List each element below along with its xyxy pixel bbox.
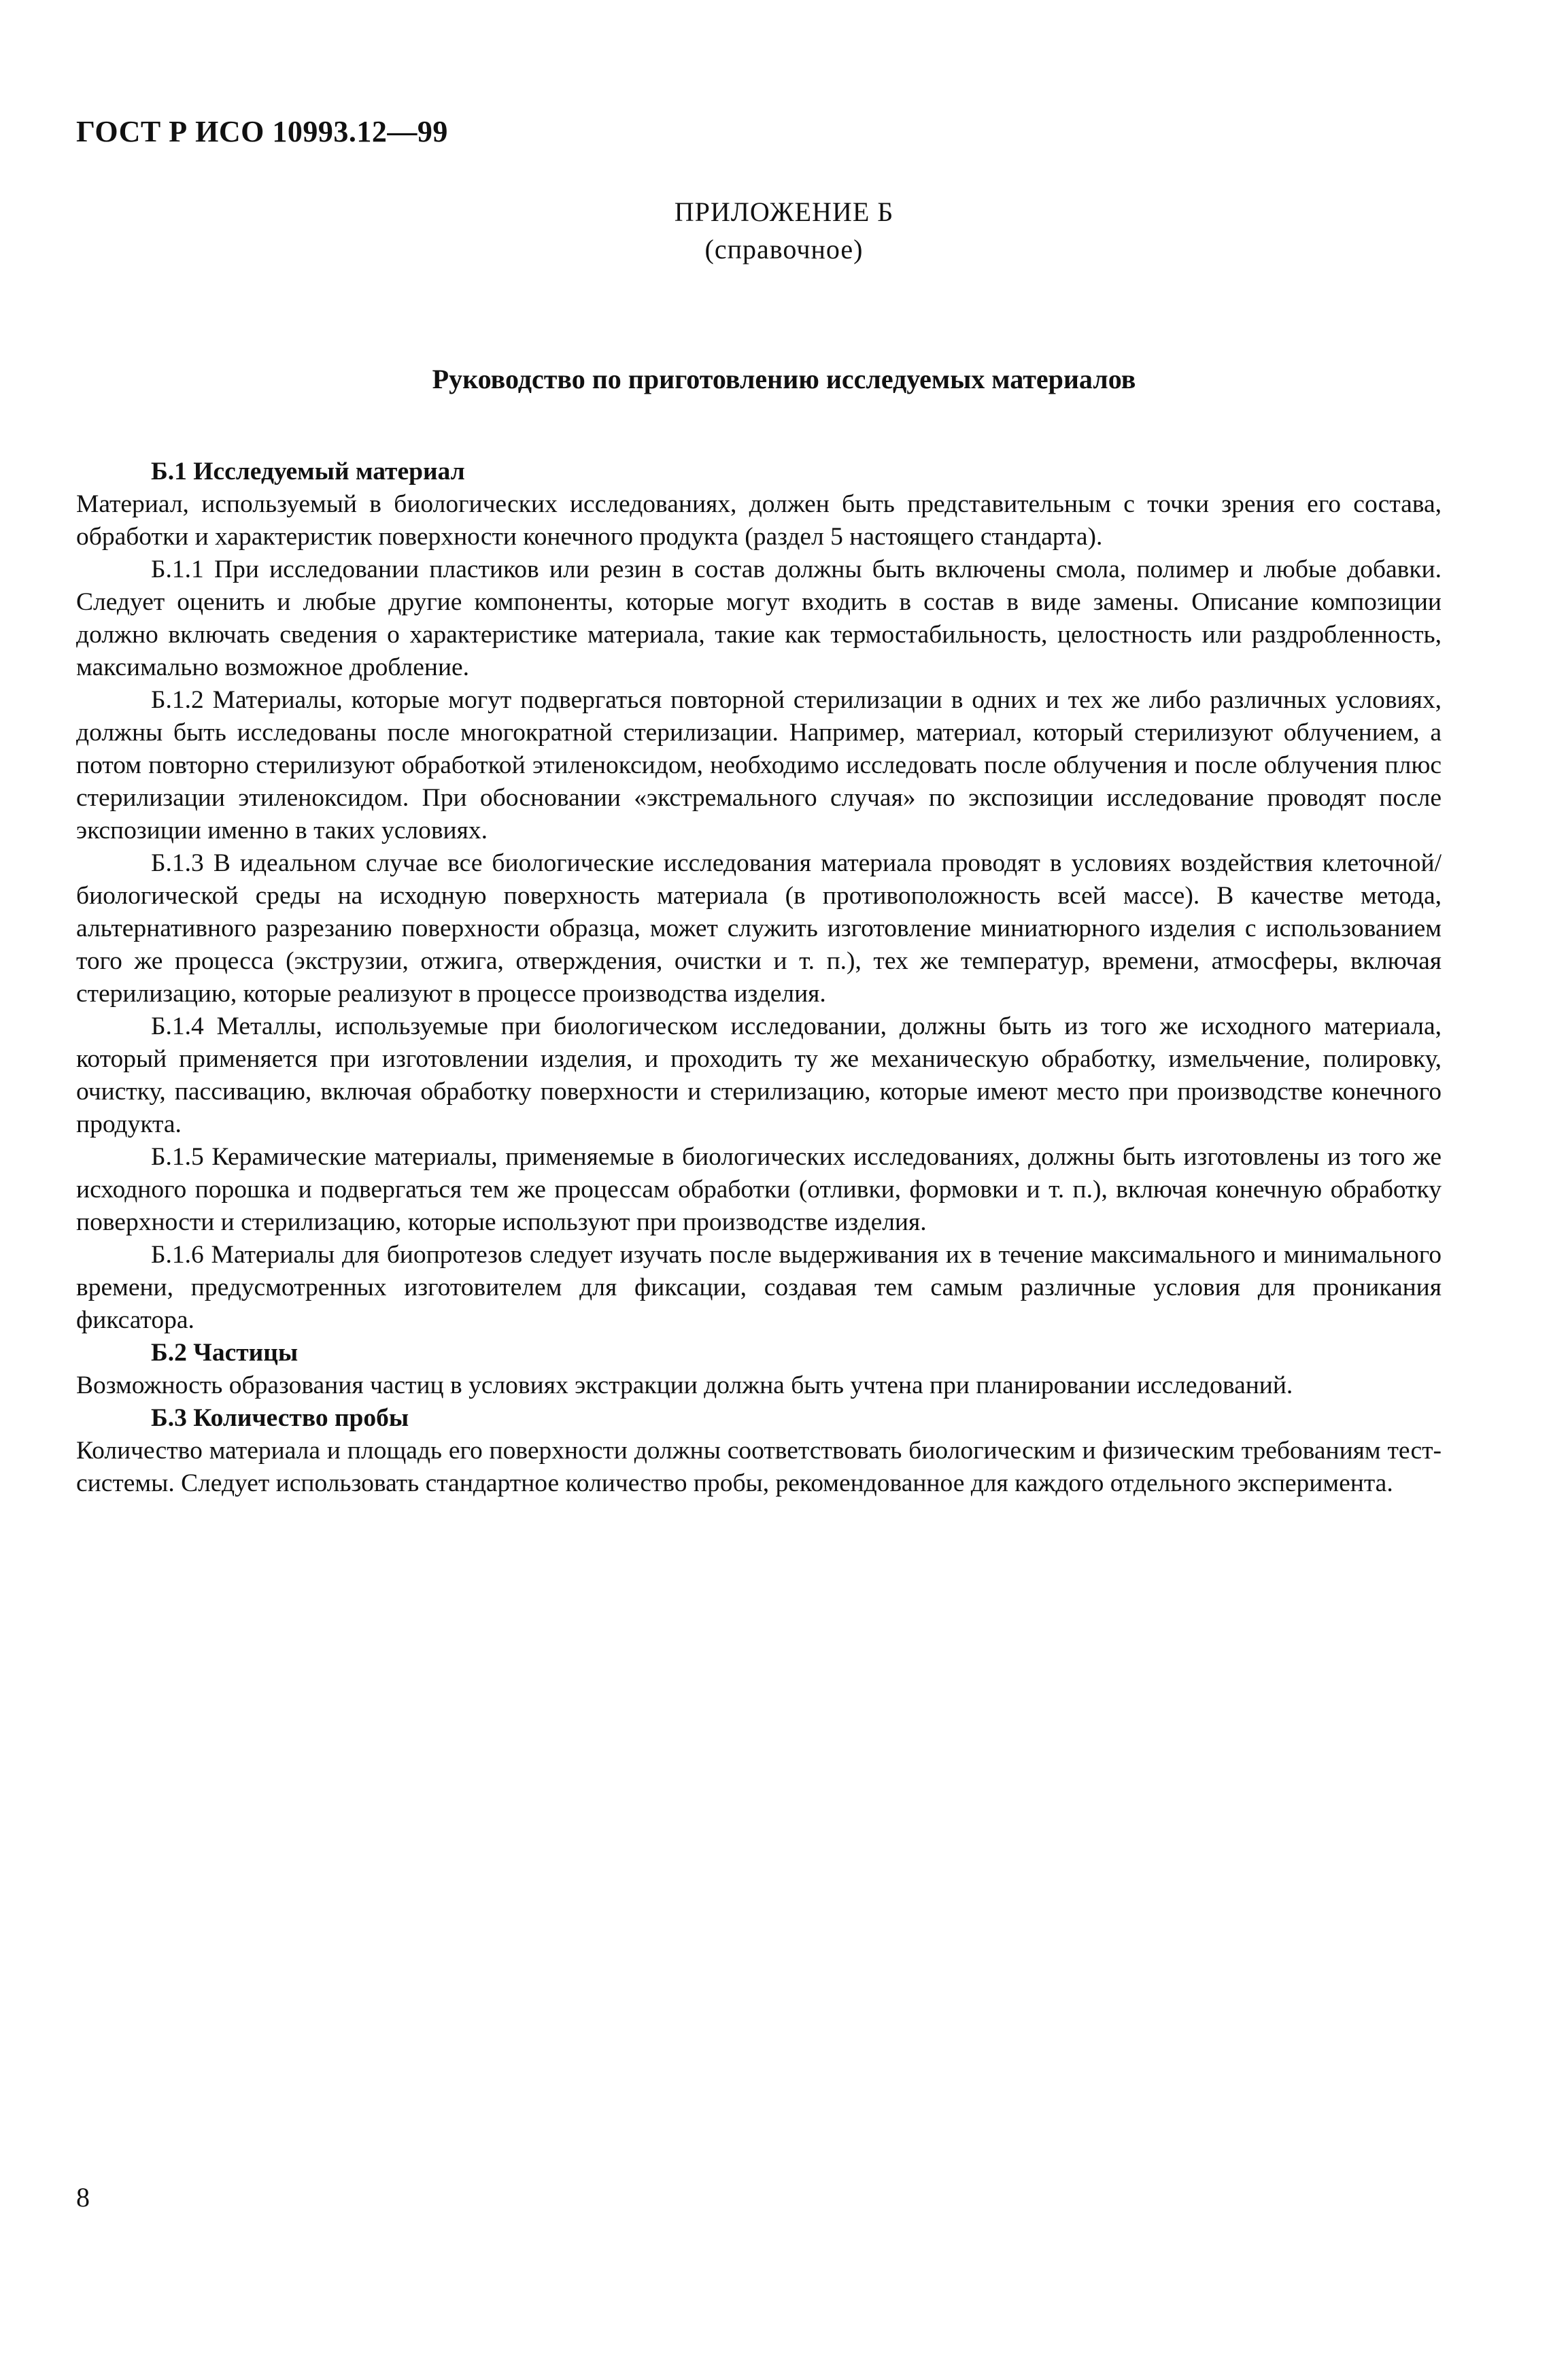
appendix-heading <box>0 196 1568 265</box>
paragraph-b1-4: Б.1.4 Металлы, используемые при биологическом исследовании, должны быть из того же исходного материала, который применяется при изготовлении изделия, и проходить ту же механическую обработку, измельчение, полировку, очистку, пассивацию, включая обработку поверхности и стерилизацию, которые имеют место при производстве конечного продукта. <box>76 1012 1442 1138</box>
paragraph-b2: Возможность образования частиц в условиях экстракции должна быть учтена при планировании исследований. <box>76 1371 1293 1399</box>
paragraph-b1-6: Б.1.6 Материалы для биопротезов следует изучать после выдерживания их в течение максимального и минимального времени, предусмотренных изготовителем для фиксации, создавая тем самым различные условия для проникания фиксатора. <box>76 1241 1442 1334</box>
paragraph-b1-intro: Материал, используемый в биологических исследованиях, должен быть представительным с точки зрения его состава, обработки и характеристик поверхности конечного продукта (раздел 5 настоящего стандарта). <box>76 490 1442 551</box>
paragraph-b1-1: Б.1.1 При исследовании пластиков или резин в состав должны быть включены смола, полимер и любые добавки. Следует оценить и любые другие компоненты, которые могут входить в состав в виде замены. Описание композиции должно включать сведения о характеристике материала, такие как термостабильность, целостность или раздробленность, максимально возможное дробление. <box>76 556 1442 681</box>
paragraph-b3: Количество материала и площадь его поверхности должны соответствовать биологическим и физическим требованиям тест-системы. Следует использовать стандартное количество пробы, рекомендованное для каждого отдельного эксперимента. <box>76 1437 1442 1497</box>
page-title: Руководство по приготовлению исследуемых материалов <box>432 364 1136 394</box>
page-number: 8 <box>76 2182 90 2213</box>
section-heading-b1: Б.1 Исследуемый материал <box>151 458 465 485</box>
paragraph-b1-5: Б.1.5 Керамические материалы, применяемые в биологических исследованиях, должны быть изготовлены из того же исходного порошка и подвергаться тем же процессам обработки (отливки, формовки и т. п.), включая конечную обработку поверхности и стерилизацию, которые используют при производстве изделия. <box>76 1143 1442 1236</box>
appendix-label: ПРИЛОЖЕНИЕ Б <box>674 197 894 227</box>
section-heading-b2: Б.2 Частицы <box>151 1339 299 1367</box>
document-body <box>76 456 1442 1500</box>
section-heading-b3: Б.3 Количество пробы <box>151 1404 409 1432</box>
document-code-header: ГОСТ Р ИСО 10993.12—99 <box>76 115 448 148</box>
paragraph-b1-3: Б.1.3 В идеальном случае все биологические исследования материала проводят в условиях воздействия клеточной/биологической среды на исходную поверхность материала (в противоположность всей массе). В качестве метода, альтернативного разрезанию поверхности образца, может служить изготовление миниатюрного изделия с использованием того же процесса (экструзии, отжига, отверждения, очистки и т. п.), тех же температур, времени, атмосферы, включая стерилизацию, которые реализуют в процессе производства изделия. <box>76 849 1442 1008</box>
paragraph-b1-2: Б.1.2 Материалы, которые могут подвергаться повторной стерилизации в одних и тех же либо различных условиях, должны быть исследованы после многократной стерилизации. Например, материал, который стерилизуют облучением, а потом повторно стерилизуют обработкой этиленоксидом, необходимо исследовать после облучения и после облучения плюс стерилизации этиленоксидом. При обосновании «экстремального случая» по экспозиции исследование проводят после экспозиции именно в таких условиях. <box>76 686 1442 845</box>
appendix-type: (справочное) <box>704 234 864 265</box>
